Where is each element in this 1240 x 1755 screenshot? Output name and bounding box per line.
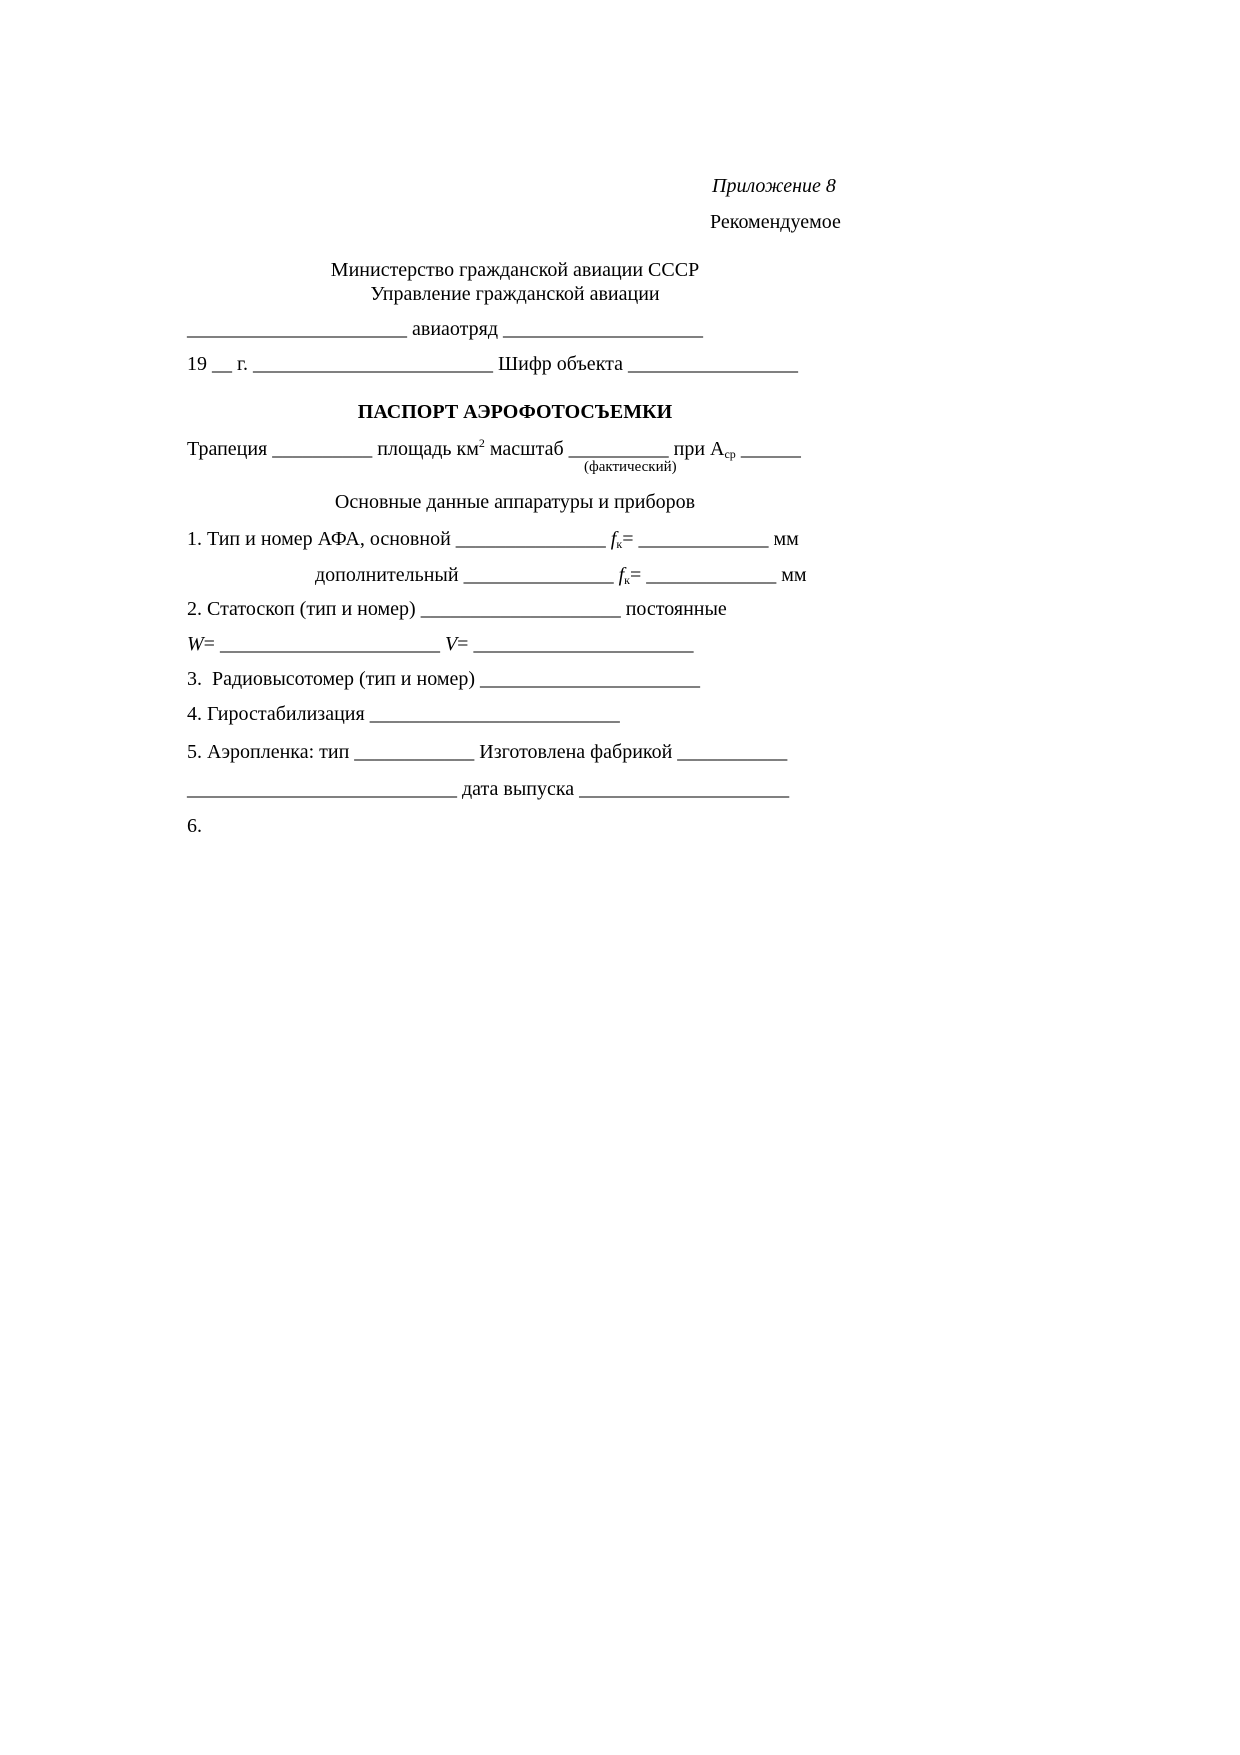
- wv-line: [187, 632, 693, 656]
- detachment-blank-right[interactable]: ____________________: [503, 318, 703, 340]
- statoscope-line: [187, 597, 727, 621]
- statoscope-label: 2. Статоскоп (тип и номер): [187, 598, 416, 620]
- section-title: Основные данные аппаратуры и приборов: [334, 491, 696, 513]
- film-line: [187, 740, 787, 764]
- f-letter: f: [618, 564, 625, 586]
- directorate-line: Управление гражданской авиации: [370, 283, 660, 305]
- actual-note: (фактический): [584, 459, 677, 475]
- trapezoid-blank[interactable]: __________: [272, 438, 373, 460]
- film-label: 5. Аэропленка: тип: [187, 741, 350, 763]
- item-6: 6.: [187, 815, 202, 837]
- cipher-blank[interactable]: _________________: [628, 353, 799, 375]
- afa-extra-line: [315, 563, 807, 587]
- issue-date-blank[interactable]: _____________________: [579, 778, 790, 800]
- radio-label: Радиовысотомер (тип и номер): [212, 668, 476, 690]
- trapezoid-label: Трапеция: [187, 438, 268, 460]
- v-blank[interactable]: ______________________: [473, 633, 694, 655]
- at-subscript: ср: [724, 447, 736, 461]
- v-letter: V: [444, 633, 458, 655]
- year-cipher-line: [187, 352, 798, 376]
- f-subscript: к: [624, 573, 630, 587]
- detachment-label: авиаотряд: [412, 318, 498, 340]
- afa-main-line: [187, 527, 799, 551]
- afa-main-blank[interactable]: _______________: [455, 528, 606, 550]
- area-label: площадь км: [377, 438, 479, 460]
- afa-extra-label: дополнительный: [315, 564, 459, 586]
- issue-date-label: дата выпуска: [462, 778, 575, 800]
- afa-extra-blank[interactable]: _______________: [463, 564, 614, 586]
- scale-blank[interactable]: __________: [568, 438, 669, 460]
- equals-sign: =: [203, 633, 215, 655]
- factory-label: Изготовлена фабрикой: [479, 741, 673, 763]
- equals-sign: =: [622, 528, 634, 550]
- radio-blank[interactable]: ______________________: [480, 668, 701, 690]
- w-letter: W: [187, 633, 204, 655]
- w-blank[interactable]: ______________________: [219, 633, 440, 655]
- appendix-label: Приложение 8: [712, 175, 836, 197]
- gyro-label: 4. Гиростабилизация: [187, 703, 365, 725]
- cipher-label: Шифр объекта: [497, 353, 624, 375]
- f-subscript: к: [616, 537, 623, 551]
- scale-label: масштаб: [489, 438, 564, 460]
- afa-extra-focal-blank[interactable]: _____________: [646, 564, 777, 586]
- mm-unit: мм: [781, 564, 807, 586]
- film-date-line: [187, 777, 789, 801]
- afa-main-focal-blank[interactable]: _____________: [638, 528, 769, 550]
- statoscope-blank[interactable]: ____________________: [420, 598, 621, 620]
- year-prefix: 19 __ г.: [187, 353, 248, 375]
- film-extra-blank[interactable]: ___________________________: [187, 778, 457, 800]
- factory-blank[interactable]: ___________: [677, 741, 788, 763]
- detachment-line: [187, 317, 703, 341]
- gyro-blank[interactable]: _________________________: [369, 703, 620, 725]
- at-label: при А: [673, 438, 725, 460]
- document-title: ПАСПОРТ АЭРОФОТОСЪЕМКИ: [357, 401, 673, 423]
- film-type-blank[interactable]: ____________: [354, 741, 475, 763]
- height-blank[interactable]: ______: [740, 438, 801, 460]
- ministry-line: Министерство гражданской авиации СССР: [330, 259, 700, 281]
- equals-sign: =: [629, 564, 642, 586]
- equals-sign: =: [457, 633, 469, 655]
- mm-unit: мм: [773, 528, 799, 550]
- f-letter: f: [610, 528, 617, 550]
- trapezoid-line: [187, 437, 801, 461]
- gyro-line: [187, 702, 620, 726]
- area-superscript: 2: [478, 436, 485, 450]
- radio-number: 3.: [187, 668, 202, 690]
- recommended-label: Рекомендуемое: [710, 211, 841, 233]
- statoscope-constants: постоянные: [625, 598, 727, 620]
- year-blank[interactable]: ________________________: [252, 353, 493, 375]
- afa-main-label: 1. Тип и номер АФА, основной: [187, 528, 451, 550]
- detachment-blank-left[interactable]: ______________________: [187, 318, 407, 340]
- radio-altimeter-line: [187, 667, 700, 691]
